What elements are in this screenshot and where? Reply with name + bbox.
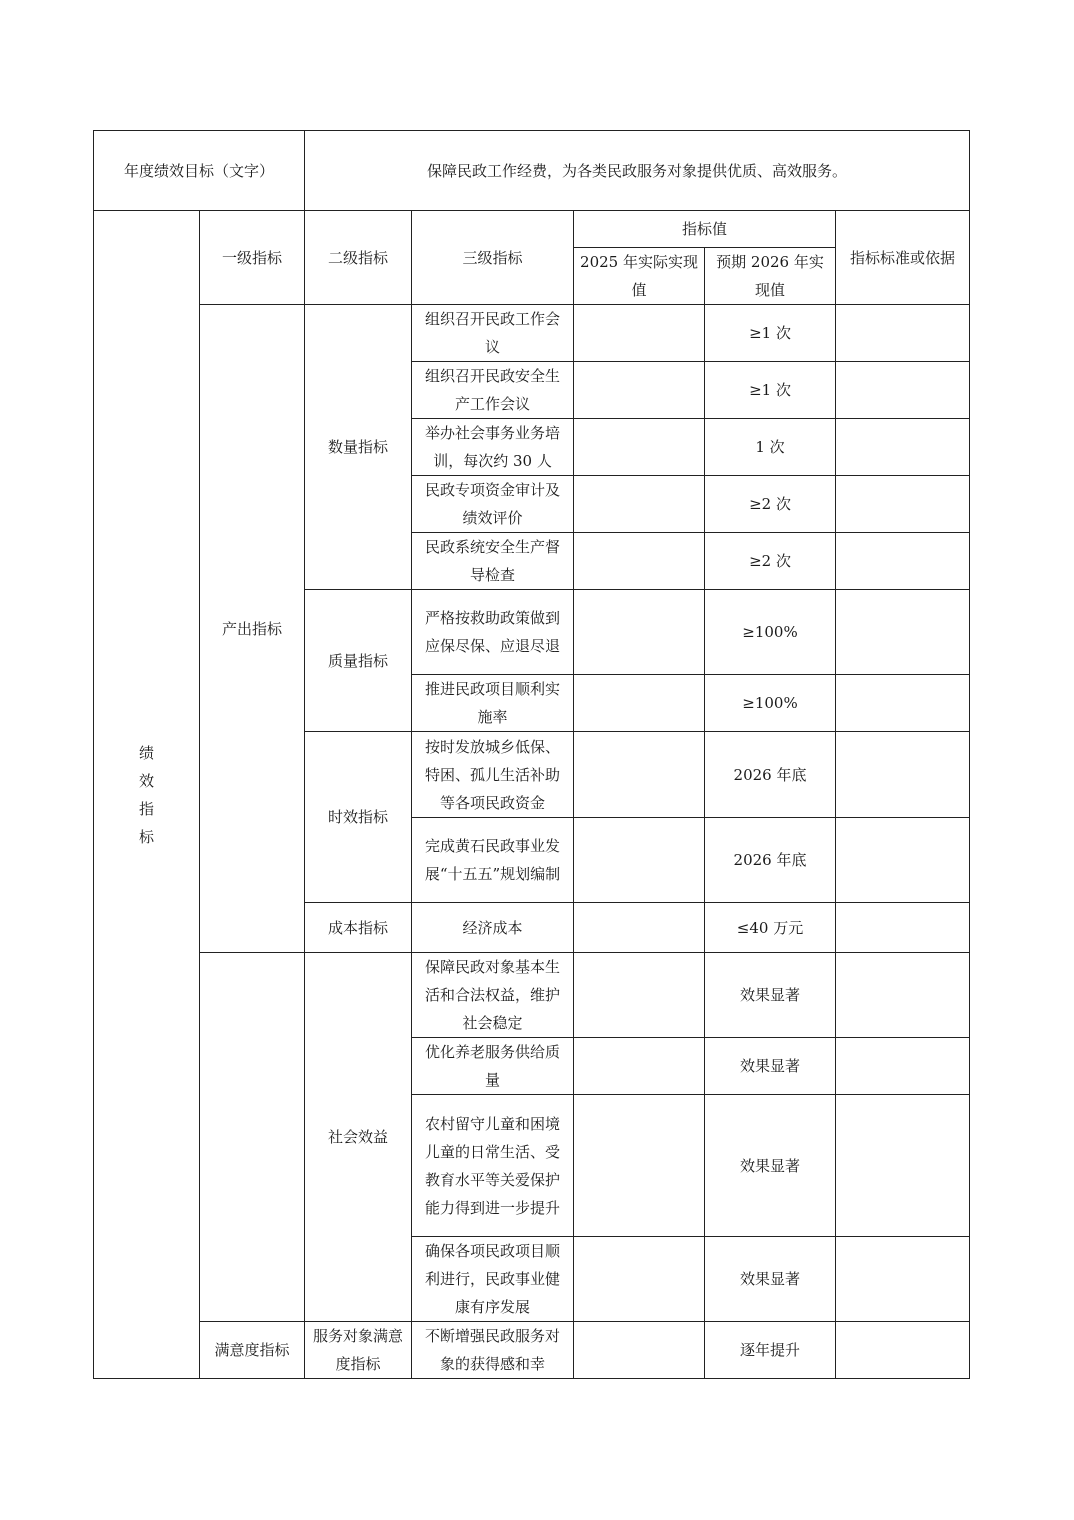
indicator-cell: 确保各项民政项目顺利进行，民政事业健康有序发展 <box>412 1237 574 1322</box>
table-row <box>94 953 970 1038</box>
expected-cell: 2026 年底 <box>705 732 836 818</box>
group-satisfaction: 满意度指标 <box>200 1322 305 1379</box>
basis-cell <box>836 419 970 476</box>
group-social: 社会效益 <box>305 953 412 1322</box>
indicator-cell: 民政专项资金审计及绩效评价 <box>412 476 574 533</box>
actual-cell <box>574 590 705 675</box>
indicator-cell: 不断增强民政服务对象的获得感和幸 <box>412 1322 574 1379</box>
expected-cell: ≥2 次 <box>705 476 836 533</box>
basis-cell <box>836 675 970 732</box>
group-quantity: 数量指标 <box>305 305 412 590</box>
header-value-group: 指标值 <box>574 211 836 248</box>
actual-cell <box>574 305 705 362</box>
actual-cell <box>574 675 705 732</box>
actual-cell <box>574 732 705 818</box>
actual-cell <box>574 1237 705 1322</box>
group-output: 产出指标 <box>200 305 305 953</box>
basis-cell <box>836 1322 970 1379</box>
group-timeliness: 时效指标 <box>305 732 412 903</box>
indicator-cell: 举办社会事务业务培训，每次约 30 人 <box>412 419 574 476</box>
indicator-cell: 优化养老服务供给质量 <box>412 1038 574 1095</box>
basis-cell <box>836 1237 970 1322</box>
header-level3: 三级指标 <box>412 211 574 305</box>
indicator-cell: 按时发放城乡低保、特困、孤儿生活补助等各项民政资金 <box>412 732 574 818</box>
actual-cell <box>574 818 705 903</box>
group-effect-empty <box>200 953 305 1322</box>
expected-cell: ≥100% <box>705 675 836 732</box>
expected-cell: 逐年提升 <box>705 1322 836 1379</box>
side-label: 绩效指标 <box>138 743 154 846</box>
group-service-satisfaction: 服务对象满意度指标 <box>305 1322 412 1379</box>
basis-cell <box>836 1095 970 1237</box>
basis-cell <box>836 953 970 1038</box>
indicator-cell: 完成黄石民政事业发展“十五五”规划编制 <box>412 818 574 903</box>
basis-cell <box>836 1038 970 1095</box>
actual-cell <box>574 362 705 419</box>
basis-cell <box>836 903 970 953</box>
actual-cell <box>574 419 705 476</box>
side-label-cell <box>94 211 200 1379</box>
table-row <box>94 1322 970 1379</box>
actual-cell <box>574 533 705 590</box>
expected-cell: ≥100% <box>705 590 836 675</box>
actual-cell <box>574 1095 705 1237</box>
expected-cell: ≤40 万元 <box>705 903 836 953</box>
actual-cell <box>574 953 705 1038</box>
header-row <box>94 211 970 248</box>
basis-cell <box>836 818 970 903</box>
basis-cell <box>836 590 970 675</box>
actual-cell <box>574 1038 705 1095</box>
indicator-cell: 组织召开民政工作会议 <box>412 305 574 362</box>
header-level2: 二级指标 <box>305 211 412 305</box>
expected-cell: 效果显著 <box>705 1095 836 1237</box>
indicator-cell: 农村留守儿童和困境儿童的日常生活、受教育水平等关爱保护能力得到进一步提升 <box>412 1095 574 1237</box>
performance-target-table <box>93 130 970 1379</box>
expected-cell: ≥1 次 <box>705 305 836 362</box>
group-cost: 成本指标 <box>305 903 412 953</box>
expected-cell: ≥2 次 <box>705 533 836 590</box>
basis-cell <box>836 533 970 590</box>
expected-cell: 1 次 <box>705 419 836 476</box>
table-row <box>94 305 970 362</box>
actual-cell <box>574 1322 705 1379</box>
expected-cell: 效果显著 <box>705 1038 836 1095</box>
goal-label: 年度绩效目标（文字） <box>94 131 305 211</box>
goal-row <box>94 131 970 211</box>
expected-cell: 效果显著 <box>705 1237 836 1322</box>
indicator-cell: 保障民政对象基本生活和合法权益，维护社会稳定 <box>412 953 574 1038</box>
indicator-cell: 民政系统安全生产督导检查 <box>412 533 574 590</box>
basis-cell <box>836 476 970 533</box>
expected-cell: 2026 年底 <box>705 818 836 903</box>
indicator-cell: 经济成本 <box>412 903 574 953</box>
expected-cell: ≥1 次 <box>705 362 836 419</box>
basis-cell <box>836 732 970 818</box>
header-basis: 指标标准或依据 <box>836 211 970 305</box>
basis-cell <box>836 305 970 362</box>
actual-cell <box>574 903 705 953</box>
indicator-cell: 推进民政项目顺利实施率 <box>412 675 574 732</box>
header-expected-2026: 预期 2026 年实现值 <box>705 248 836 305</box>
header-level1: 一级指标 <box>200 211 305 305</box>
group-quality: 质量指标 <box>305 590 412 732</box>
actual-cell <box>574 476 705 533</box>
expected-cell: 效果显著 <box>705 953 836 1038</box>
basis-cell <box>836 362 970 419</box>
goal-text: 保障民政工作经费，为各类民政服务对象提供优质、高效服务。 <box>305 131 970 211</box>
indicator-cell: 严格按救助政策做到应保尽保、应退尽退 <box>412 590 574 675</box>
indicator-cell: 组织召开民政安全生产工作会议 <box>412 362 574 419</box>
header-actual-2025: 2025 年实际实现值 <box>574 248 705 305</box>
